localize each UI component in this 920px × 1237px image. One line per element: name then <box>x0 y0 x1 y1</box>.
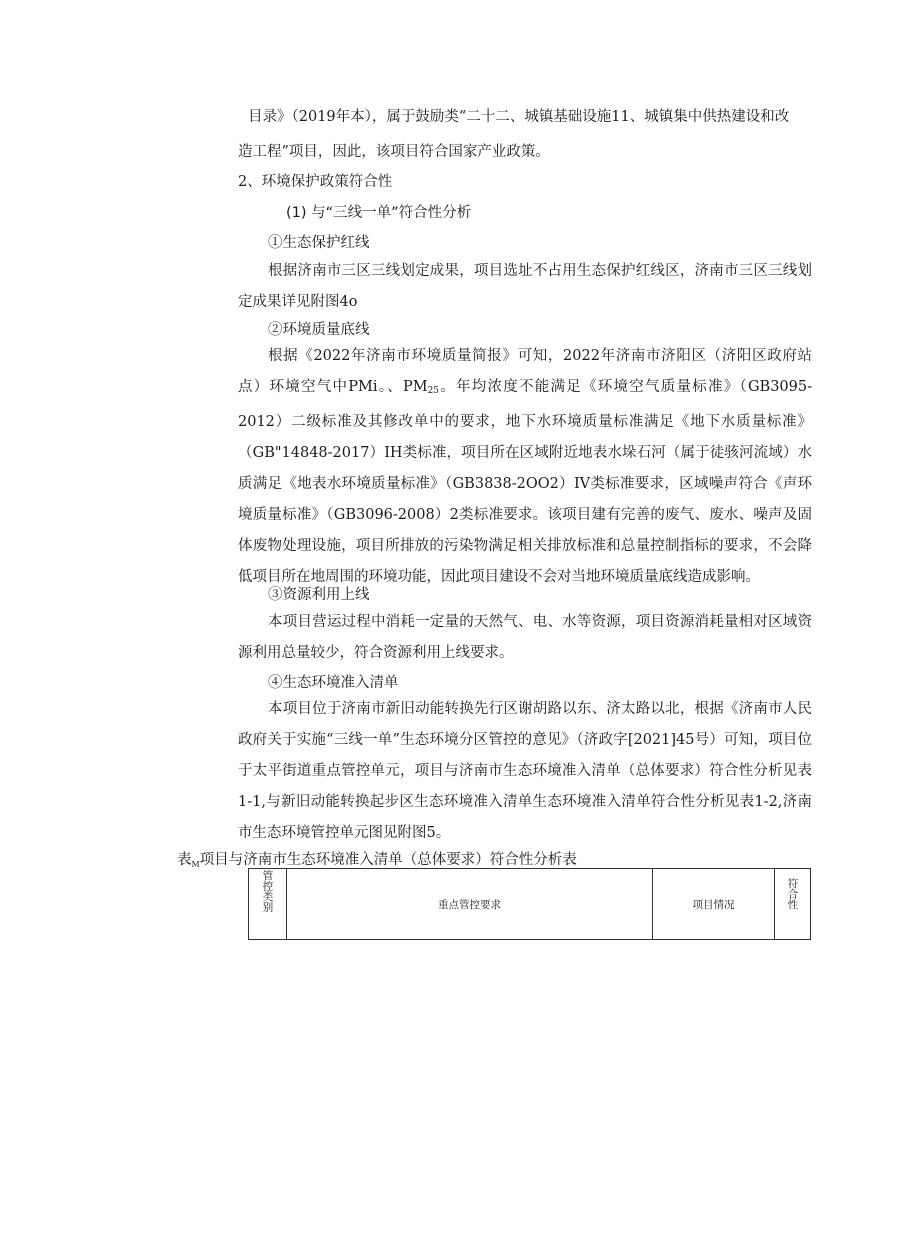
item-title-resource-limit: ③资源利用上线 <box>268 587 370 603</box>
table-caption-number: M <box>191 860 200 869</box>
table-caption-prefix: 表 <box>177 852 192 868</box>
quality-text-part-b: 。年均浓度不能满足《环境空气质量标准》（GB3095-2012）二级标准及其修改单中的要求，地下水环境质量标准满足《地下水质量标准》（GB"14848-2017）IH类标准，项目所在区域附近地表水垛石河（属于徒骇河流域）水质满足《地表水环境质量标准》（GB3838-2OO2）IV类标准要求，区域噪声符合《声环境质量标准》（GB3096-2008）2类标准要求。该项目建有完善的废气、废水、噪声及固体废物处理设施，项目所排放的污染物满足相关排放标准和总量控制指标的要求，不会降低项目所在地周围的环境功能，因此项目建设不会对当地环境质量底线造成影响。 <box>238 379 813 585</box>
section-title: 2、环境保护政策符合性 <box>238 174 393 190</box>
item-text-quality-baseline <box>238 341 812 593</box>
pm25-subscript: 25 <box>427 386 440 396</box>
item-title-quality-baseline: ②环境质量底线 <box>268 322 370 338</box>
header-compliance: 符合性 <box>775 869 811 940</box>
header-project-status: 项目情况 <box>653 869 775 940</box>
item-title-ecology-redline: ①生态保护红线 <box>268 235 370 251</box>
header-control-category: 管控类别 <box>249 869 287 940</box>
para1-line2: 造工程”项目，因此，该项目符合国家产业政策。 <box>238 144 550 160</box>
item-text-resource-limit: 本项目营运过程中消耗一定量的天然气、电、水等资源，项目资源消耗量相对区域资源利用总量较少，符合资源利用上线要求。 <box>238 614 812 661</box>
quality-text-part-a: 根据《2022年济南市环境质量简报》可知，2022年济南市济阳区（济阳区政府站点）环境空气中PMi。、PM <box>238 348 812 395</box>
compliance-table <box>248 868 811 940</box>
table-caption-text: 项目与济南市生态环境准入清单（总体要求）符合性分析表 <box>199 852 577 868</box>
item-text-ecology-redline: 根据济南市三区三线划定成果，项目选址不占用生态保护红线区，济南市三区三线划定成果详见附图4o <box>238 263 812 310</box>
subsection-title: (1) 与“三线一单”符合性分析 <box>286 205 472 221</box>
item-text-access-list: 本项目位于济南市新旧动能转换先行区谢胡路以东、济太路以北，根据《济南市人民政府关于实施“三线一单”生态环境分区管控的意见》（济政字[2021]45号）可知，项目位于太平街道重点管控单元，项目与济南市生态环境准入清单（总体要求）符合性分析见表1-1,与新旧动能转换起步区生态环境准入清单生态环境准入清单符合性分析见表1-2,济南市生态环境管控单元图见附图5。 <box>238 701 812 841</box>
table-caption <box>177 848 577 869</box>
table-header-row <box>249 869 811 940</box>
header-key-requirements: 重点管控要求 <box>287 869 653 940</box>
para1-line1: 目录》（2019年本），属于鼓励类“二十二、城镇基础设施11、城镇集中供热建设和改 <box>248 109 790 125</box>
item-title-access-list: ④生态环境准入清单 <box>268 675 399 691</box>
